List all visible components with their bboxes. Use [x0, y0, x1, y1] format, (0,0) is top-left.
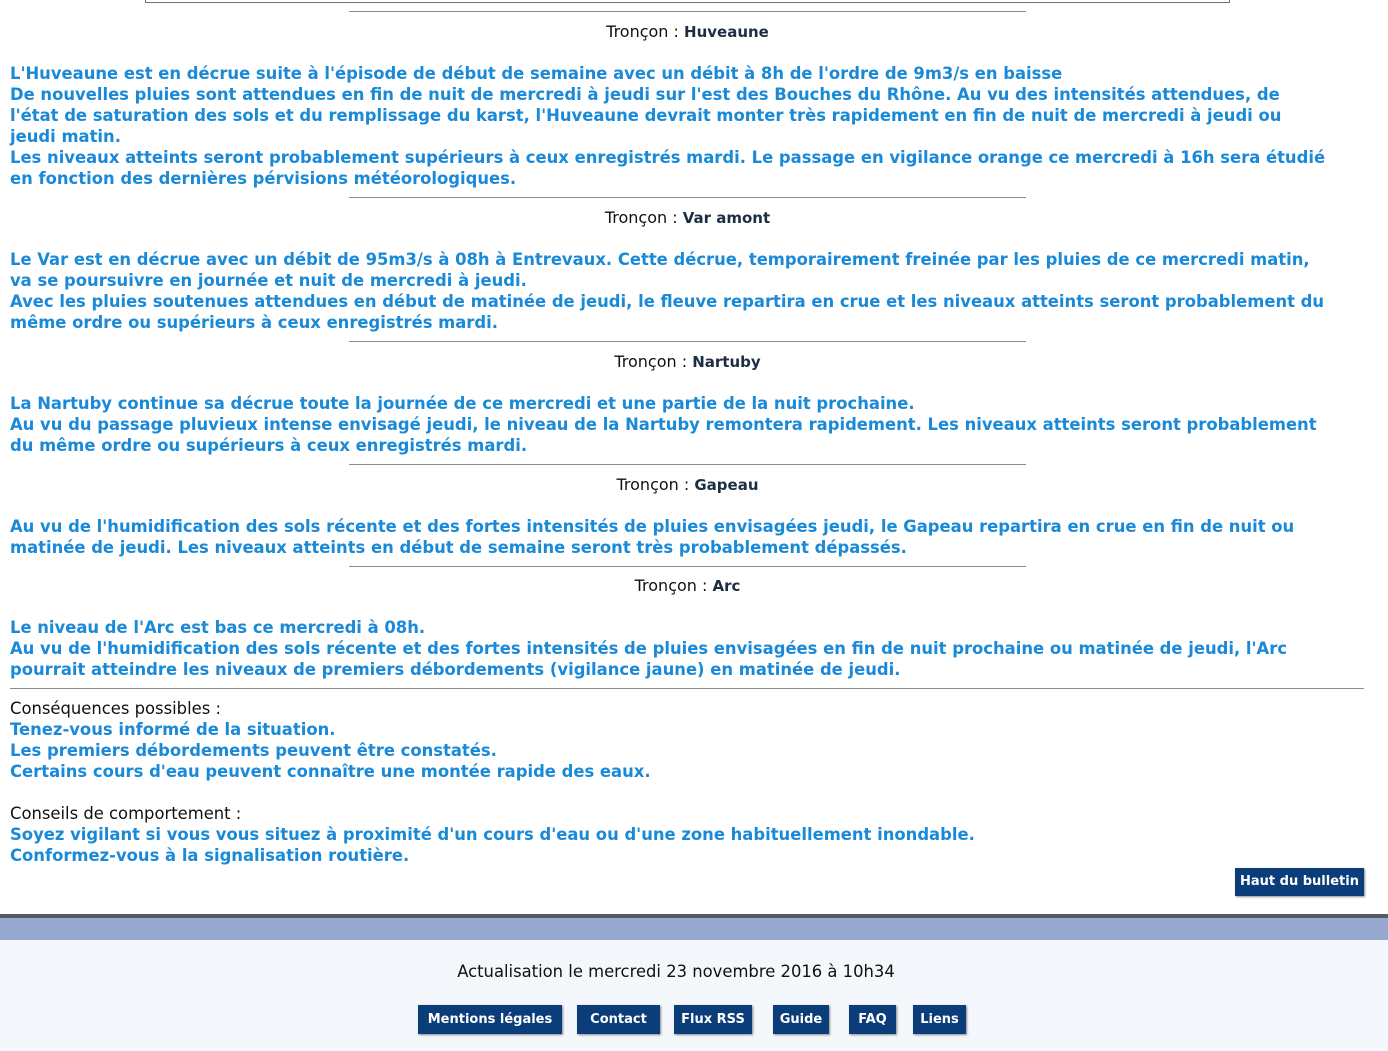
- footer-band: [0, 918, 1388, 940]
- section-name: Arc: [712, 577, 741, 595]
- section-heading: [349, 475, 1026, 495]
- message-line: Au vu de l'humidification des sols récente et des fortes intensités de pluies envisagées en fin de nuit prochaine ou matinée de jeudi, l'Arc: [10, 639, 1288, 658]
- section-message: [10, 516, 1378, 558]
- section-name: Gapeau: [694, 476, 759, 494]
- top-frame-border: [145, 0, 1230, 3]
- footer-link-guide[interactable]: Guide: [773, 1005, 829, 1034]
- section-divider: [349, 341, 1026, 342]
- message-line: Au vu de l'humidification des sols récente et des fortes intensités de pluies envisagées jeudi, le Gapeau repartira en crue en fin de nuit ou: [10, 517, 1295, 536]
- section-name: Var amont: [682, 209, 771, 227]
- consequences-list: [10, 719, 1378, 782]
- section-prefix: Tronçon :: [604, 208, 678, 227]
- section-prefix: Tronçon :: [634, 576, 708, 595]
- message-line: pourrait atteindre les niveaux de premiers débordements (vigilance jaune) en matinée de jeudi.: [10, 660, 901, 679]
- conseil-line: Conformez-vous à la signalisation routière.: [10, 846, 410, 865]
- section-prefix: Tronçon :: [616, 475, 690, 494]
- message-line: jeudi matin.: [10, 127, 121, 146]
- message-line: va se poursuivre en journée et nuit de mercredi à jeudi.: [10, 271, 527, 290]
- consequence-line: Certains cours d'eau peuvent connaître une montée rapide des eaux.: [10, 762, 651, 781]
- section-divider: [349, 197, 1026, 198]
- conseils-label: Conseils de comportement :: [10, 804, 242, 823]
- message-line: Le Var est en décrue avec un débit de 95m3/s à 08h à Entrevaux. Cette décrue, temporairement freinée par les pluies de ce mercredi matin,: [10, 250, 1310, 269]
- section-heading: [349, 352, 1026, 372]
- section-message: [10, 63, 1378, 189]
- footer-link-rss[interactable]: Flux RSS: [674, 1005, 752, 1034]
- section-divider: [349, 566, 1026, 567]
- message-line: l'état de saturation des sols et du remplissage du karst, l'Huveaune devrait monter très rapidement en fin de nuit de mercredi à jeudi ou: [10, 106, 1282, 125]
- footer-link-contact[interactable]: Contact: [577, 1005, 660, 1034]
- message-line: du même ordre ou supérieurs à ceux enregistrés mardi.: [10, 436, 528, 455]
- message-line: De nouvelles pluies sont attendues en fin de nuit de mercredi à jeudi sur l'est des Bouches du Rhône. Au vu des intensités attendues, de: [10, 85, 1280, 104]
- section-divider: [349, 11, 1026, 12]
- message-line: Le niveau de l'Arc est bas ce mercredi à 08h.: [10, 618, 426, 637]
- message-line: Les niveaux atteints seront probablement supérieurs à ceux enregistrés mardi. Le passage en vigilance orange ce mercredi à 16h sera étudié: [10, 148, 1326, 167]
- footer: [0, 940, 1388, 1051]
- message-line: L'Huveaune est en décrue suite à l'épisode de début de semaine avec un débit à 8h de l'ordre de 9m3/s en baisse: [10, 64, 1063, 83]
- section-divider: [349, 464, 1026, 465]
- message-line: même ordre ou supérieurs à ceux enregistrés mardi.: [10, 313, 498, 332]
- message-line: Au vu du passage pluvieux intense envisagé jeudi, le niveau de la Nartuby remontera rapidement. Les niveaux atteints seront probablement: [10, 415, 1317, 434]
- section-message: [10, 249, 1378, 333]
- section-prefix: Tronçon :: [606, 22, 679, 41]
- section-heading: [349, 208, 1026, 228]
- message-line: La Nartuby continue sa décrue toute la journée de ce mercredi et une partie de la nuit prochaine.: [10, 394, 915, 413]
- conseil-line: Soyez vigilant si vous vous situez à proximité d'un cours d'eau ou d'une zone habituellement inondable.: [10, 825, 975, 844]
- section-name: Huveaune: [684, 23, 769, 41]
- section-message: [10, 617, 1378, 680]
- consequences-divider: [10, 688, 1364, 689]
- section-prefix: Tronçon :: [614, 352, 688, 371]
- update-timestamp: Actualisation le mercredi 23 novembre 2016 à 10h34: [457, 962, 895, 981]
- message-line: matinée de jeudi. Les niveaux atteints en début de semaine seront très probablement dépassés.: [10, 538, 907, 557]
- footer-link-faq[interactable]: FAQ: [849, 1005, 896, 1034]
- section-name: Nartuby: [692, 353, 761, 371]
- consequence-line: Les premiers débordements peuvent être constatés.: [10, 741, 497, 760]
- footer-link-mentions-legales[interactable]: Mentions légales: [418, 1005, 562, 1034]
- message-line: Avec les pluies soutenues attendues en début de matinée de jeudi, le fleuve repartira en crue et les niveaux atteints seront probablement du: [10, 292, 1325, 311]
- section-heading: [349, 22, 1026, 42]
- section-heading: [349, 576, 1026, 596]
- conseils-list: [10, 824, 1378, 866]
- back-to-top-button[interactable]: Haut du bulletin: [1235, 868, 1364, 896]
- footer-link-liens[interactable]: Liens: [913, 1005, 966, 1034]
- message-line: en fonction des dernières pérvisions météorologiques.: [10, 169, 517, 188]
- section-message: [10, 393, 1378, 456]
- consequence-line: Tenez-vous informé de la situation.: [10, 720, 336, 739]
- consequences-label: Conséquences possibles :: [10, 699, 221, 718]
